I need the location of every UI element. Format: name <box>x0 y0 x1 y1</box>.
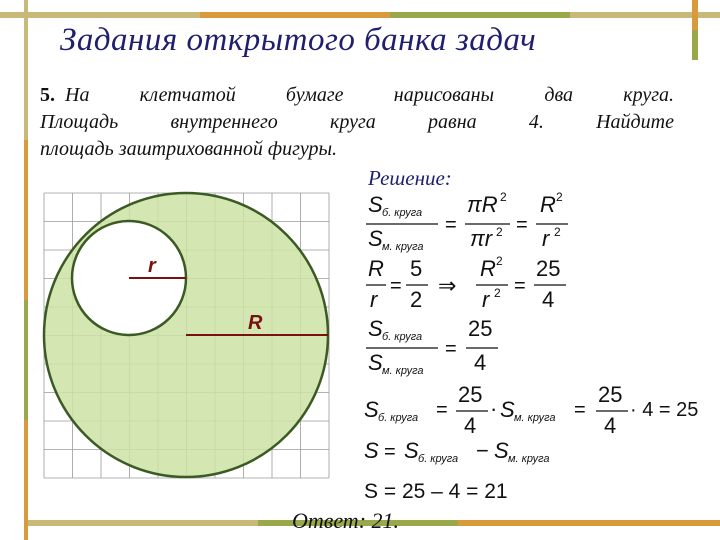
slide-title: Задания открытого банка задач <box>60 22 537 58</box>
formula-sub: м. круга <box>508 453 550 465</box>
formula-2: 2 <box>410 287 423 312</box>
formula-sup: 2 <box>494 286 501 300</box>
formula-25: 25 <box>468 316 493 341</box>
formula-final: S = 25 – 4 = 21 <box>364 480 508 503</box>
equals-sign: = <box>445 214 457 236</box>
formula-shaded-area <box>364 438 550 465</box>
solution-heading: Решение: <box>368 166 452 190</box>
implies-sign: ⇒ <box>438 273 457 298</box>
formula-25: 25 <box>598 382 623 407</box>
formula-S: S <box>364 397 379 422</box>
formula-R: R <box>480 256 496 281</box>
formula-piR2: πR <box>467 192 498 217</box>
problem-number: 5. <box>40 84 55 106</box>
formula-sub: б. круга <box>378 412 419 424</box>
formula-S: S <box>494 438 509 463</box>
problem-line-2: Площадь внутреннего круга равна 4. Найдите <box>40 111 674 133</box>
formula-sub: м. круга <box>382 365 424 377</box>
formula-5: 5 <box>410 256 423 281</box>
formula-sup: 2 <box>496 225 503 239</box>
formula-S: S <box>364 438 379 463</box>
formula-r: r <box>542 226 550 251</box>
formula-sub: б. круга <box>418 453 459 465</box>
equals-sign: = <box>436 399 448 421</box>
minus-sign: − <box>476 438 489 463</box>
formula-S: S <box>368 350 383 375</box>
formula-S: S <box>368 316 383 341</box>
equals-sign: = <box>384 441 396 463</box>
small-radius-label: r <box>148 255 156 277</box>
formula-R: R <box>368 256 384 281</box>
formula-sup: 2 <box>496 254 503 268</box>
formula-r: r <box>370 287 378 312</box>
big-radius-label: R <box>248 312 263 334</box>
formula-S: S <box>368 192 383 217</box>
problem-line-3: площадь заштрихованной фигуры. <box>40 138 338 160</box>
formula-R: R <box>540 192 556 217</box>
formula-sup: 2 <box>556 190 563 204</box>
formula-S: S <box>500 397 515 422</box>
formula-times-four: · 4 = 25 <box>630 399 699 421</box>
equals-sign: = <box>574 399 586 421</box>
formula-25: 25 <box>458 382 483 407</box>
formula-25: 25 <box>536 256 561 281</box>
formula-4: 4 <box>604 413 617 438</box>
formula-big-area <box>364 382 698 438</box>
answer-text: Ответ: 21. <box>292 508 400 533</box>
formula-S: S <box>404 438 419 463</box>
formula-area-ratio-value <box>366 316 498 377</box>
formula-sub: м. круга <box>514 412 556 424</box>
equals-sign: = <box>445 338 457 360</box>
formula-sub: б. круга <box>382 331 423 343</box>
problem-text-1: На клетчатой бумаге нарисованы два круга. <box>65 84 674 106</box>
formula-pir2: πr <box>470 226 493 251</box>
formula-4: 4 <box>542 287 555 312</box>
formula-sub: б. круга <box>382 207 423 219</box>
equals-sign: = <box>514 275 526 297</box>
formula-4: 4 <box>464 413 477 438</box>
equals-sign: = <box>516 214 528 236</box>
formula-r: r <box>482 287 490 312</box>
formula-4: 4 <box>474 350 487 375</box>
formula-radius-ratio <box>366 254 566 312</box>
formula-S: S <box>368 226 383 251</box>
formula-sub: м. круга <box>382 241 424 253</box>
formula-area-ratio <box>366 190 568 253</box>
equals-sign: = <box>390 275 402 297</box>
dot-sign: · <box>490 396 498 421</box>
formula-sup: 2 <box>554 225 561 239</box>
formula-sup: 2 <box>500 190 507 204</box>
